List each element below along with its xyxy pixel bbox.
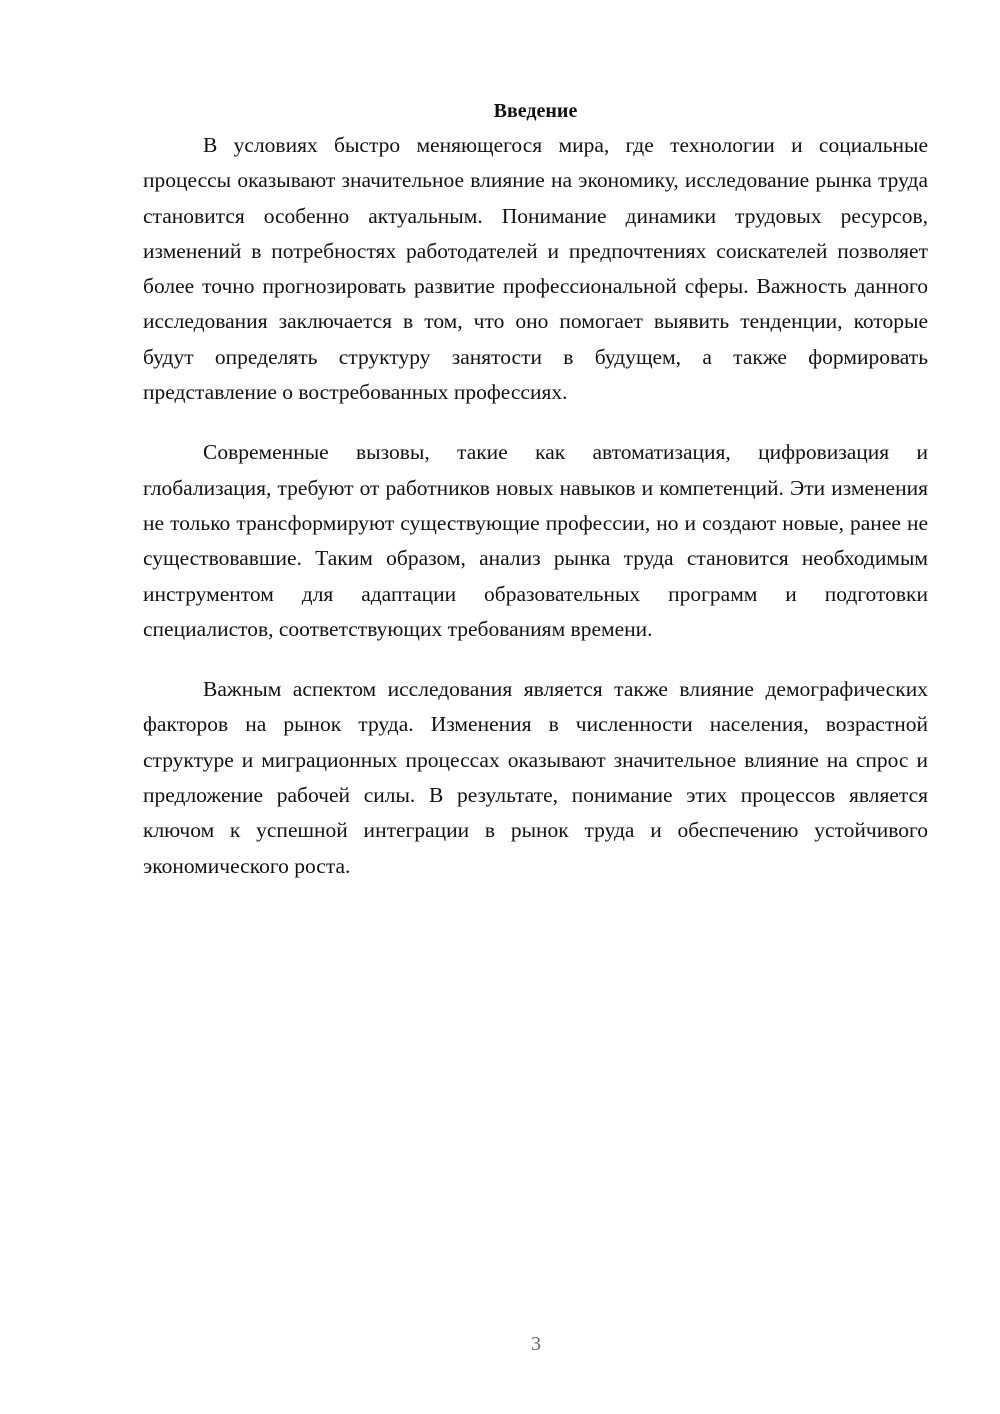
paragraph-2: Современные вызовы, такие как автоматизация, цифровизация и глобализация, требуют от работников новых навыков и компетенций. Эти изменения не только трансформируют существующие профессии, но и создают новые, ранее не существовавшие. Таким образом, анализ рынка труда становится необходимым инструментом для адаптации образовательных программ и подготовки специалистов, соответствующих требованиям времени. [143, 440, 928, 641]
section-heading: Введение [493, 100, 578, 122]
page-number: 3 [531, 1333, 541, 1355]
paragraph-1: В условиях быстро меняющегося мира, где технологии и социальные процессы оказывают значительное влияние на экономику, исследование рынка труда становится особенно актуальным. Понимание динамики трудовых ресурсов, изменений в потребностях работодателей и предпочтениях соискателей позволяет более точно прогнозировать развитие профессиональной сферы. Важность данного исследования заключается в том, что оно помогает выявить тенденции, которые будут определять структуру занятости в будущем, а также формировать представление о востребованных профессиях. [143, 133, 928, 405]
document-body [143, 96, 928, 909]
paragraph-3: Важным аспектом исследования является также влияние демографических факторов на рынок труда. Изменения в численности населения, возрастной структуре и миграционных процессах оказывают значительное влияние на спрос и предложение рабочей силы. В результате, понимание этих процессов является ключом к успешной интеграции в рынок труда и обеспечению устойчивого экономического роста. [143, 677, 928, 878]
